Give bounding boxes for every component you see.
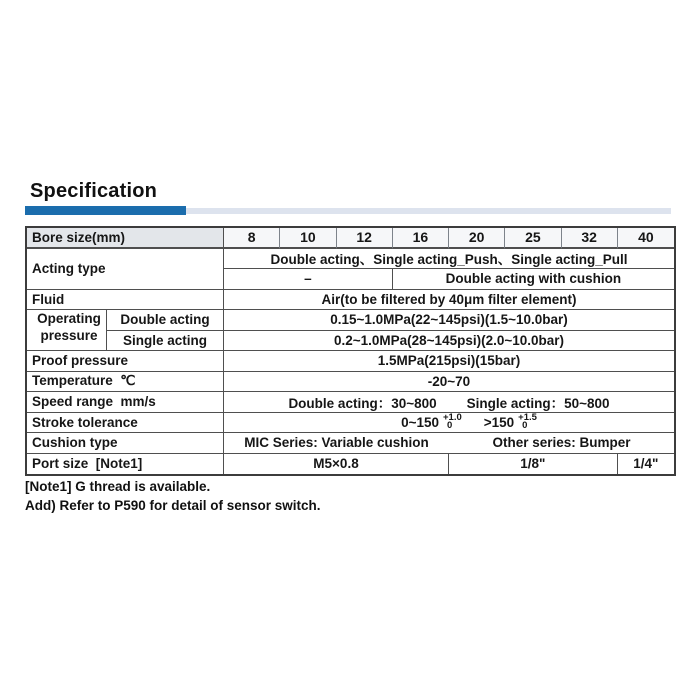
row-label-temperature: Temperature ℃ <box>27 372 224 393</box>
bore-col-10: 10 <box>280 228 336 249</box>
page-title: Specification <box>30 180 158 202</box>
port-size-m5: M5×0.8 <box>224 454 449 475</box>
operating-sub-single-acting: Single acting <box>107 331 224 352</box>
bore-col-16: 16 <box>393 228 449 249</box>
title-underline-track <box>186 208 671 214</box>
footnote-2: Add) Refer to P590 for detail of sensor switch. <box>25 498 321 513</box>
operating-double-value: 0.15~1.0MPa(22~145psi)(1.5~10.0bar) <box>224 310 674 331</box>
operating-sub-double-acting: Double acting <box>107 310 224 331</box>
port-size-1-4: 1/4" <box>633 456 659 472</box>
row-label-operating-pressure <box>27 310 107 351</box>
title-underline-accent <box>25 206 186 215</box>
cushion-type-value <box>224 433 674 454</box>
stroke-tolerance-value <box>224 413 674 434</box>
speed-single-acting: Single acting：50~800 <box>466 395 610 411</box>
operating-single-value: 0.2~1.0MPa(28~145psi)(2.0~10.0bar) <box>224 331 674 352</box>
row-label-cushion-type: Cushion type <box>27 433 224 454</box>
operating-label-line1: Operating <box>37 311 101 326</box>
acting-type-cushion-value: Double acting with cushion <box>393 269 674 290</box>
cushion-other-series: Other series: Bumper <box>492 435 631 451</box>
row-label-acting-type: Acting type <box>27 249 224 290</box>
bore-col-8: 8 <box>224 228 280 249</box>
header-bore-size-label: Bore size(mm) <box>27 228 224 249</box>
speed-range-value <box>224 392 674 413</box>
acting-type-dash: – <box>224 269 393 290</box>
bore-col-40: 40 <box>618 228 674 249</box>
row-label-fluid: Fluid <box>27 290 224 311</box>
row-label-speed-range: Speed range mm/s <box>27 392 224 413</box>
stroke-tolerance-2: +1.5 0 <box>518 412 537 432</box>
port-size-1-8: 1/8" <box>449 454 618 475</box>
row-label-stroke-tolerance: Stroke tolerance <box>27 413 224 434</box>
specification-table <box>25 226 676 476</box>
stroke-range-1: 0~150 <box>401 414 439 430</box>
row-label-proof-pressure: Proof pressure <box>27 351 224 372</box>
bore-col-32: 32 <box>562 228 618 249</box>
row-label-port-size: Port size [Note1] <box>27 454 224 475</box>
bore-col-25: 25 <box>505 228 561 249</box>
bore-col-20: 20 <box>449 228 505 249</box>
operating-label-line2: pressure <box>40 328 98 343</box>
proof-pressure-value: 1.5MPa(215psi)(15bar) <box>224 351 674 372</box>
stroke-range-2: >150 <box>483 414 515 430</box>
cushion-mic-series: MIC Series: Variable cushion <box>244 435 429 451</box>
temperature-value: -20~70 <box>224 372 674 393</box>
footnote-1: [Note1] G thread is available. <box>25 479 211 494</box>
stroke-tolerance-1: +1.0 0 <box>442 412 462 432</box>
acting-type-value: Double acting、Single acting_Push、Single acting_Pull <box>224 249 674 270</box>
bore-col-12: 12 <box>337 228 393 249</box>
fluid-value: Air(to be filtered by 40μm filter element) <box>224 290 674 311</box>
speed-double-acting: Double acting：30~800 <box>288 395 437 411</box>
footnotes <box>25 477 321 515</box>
